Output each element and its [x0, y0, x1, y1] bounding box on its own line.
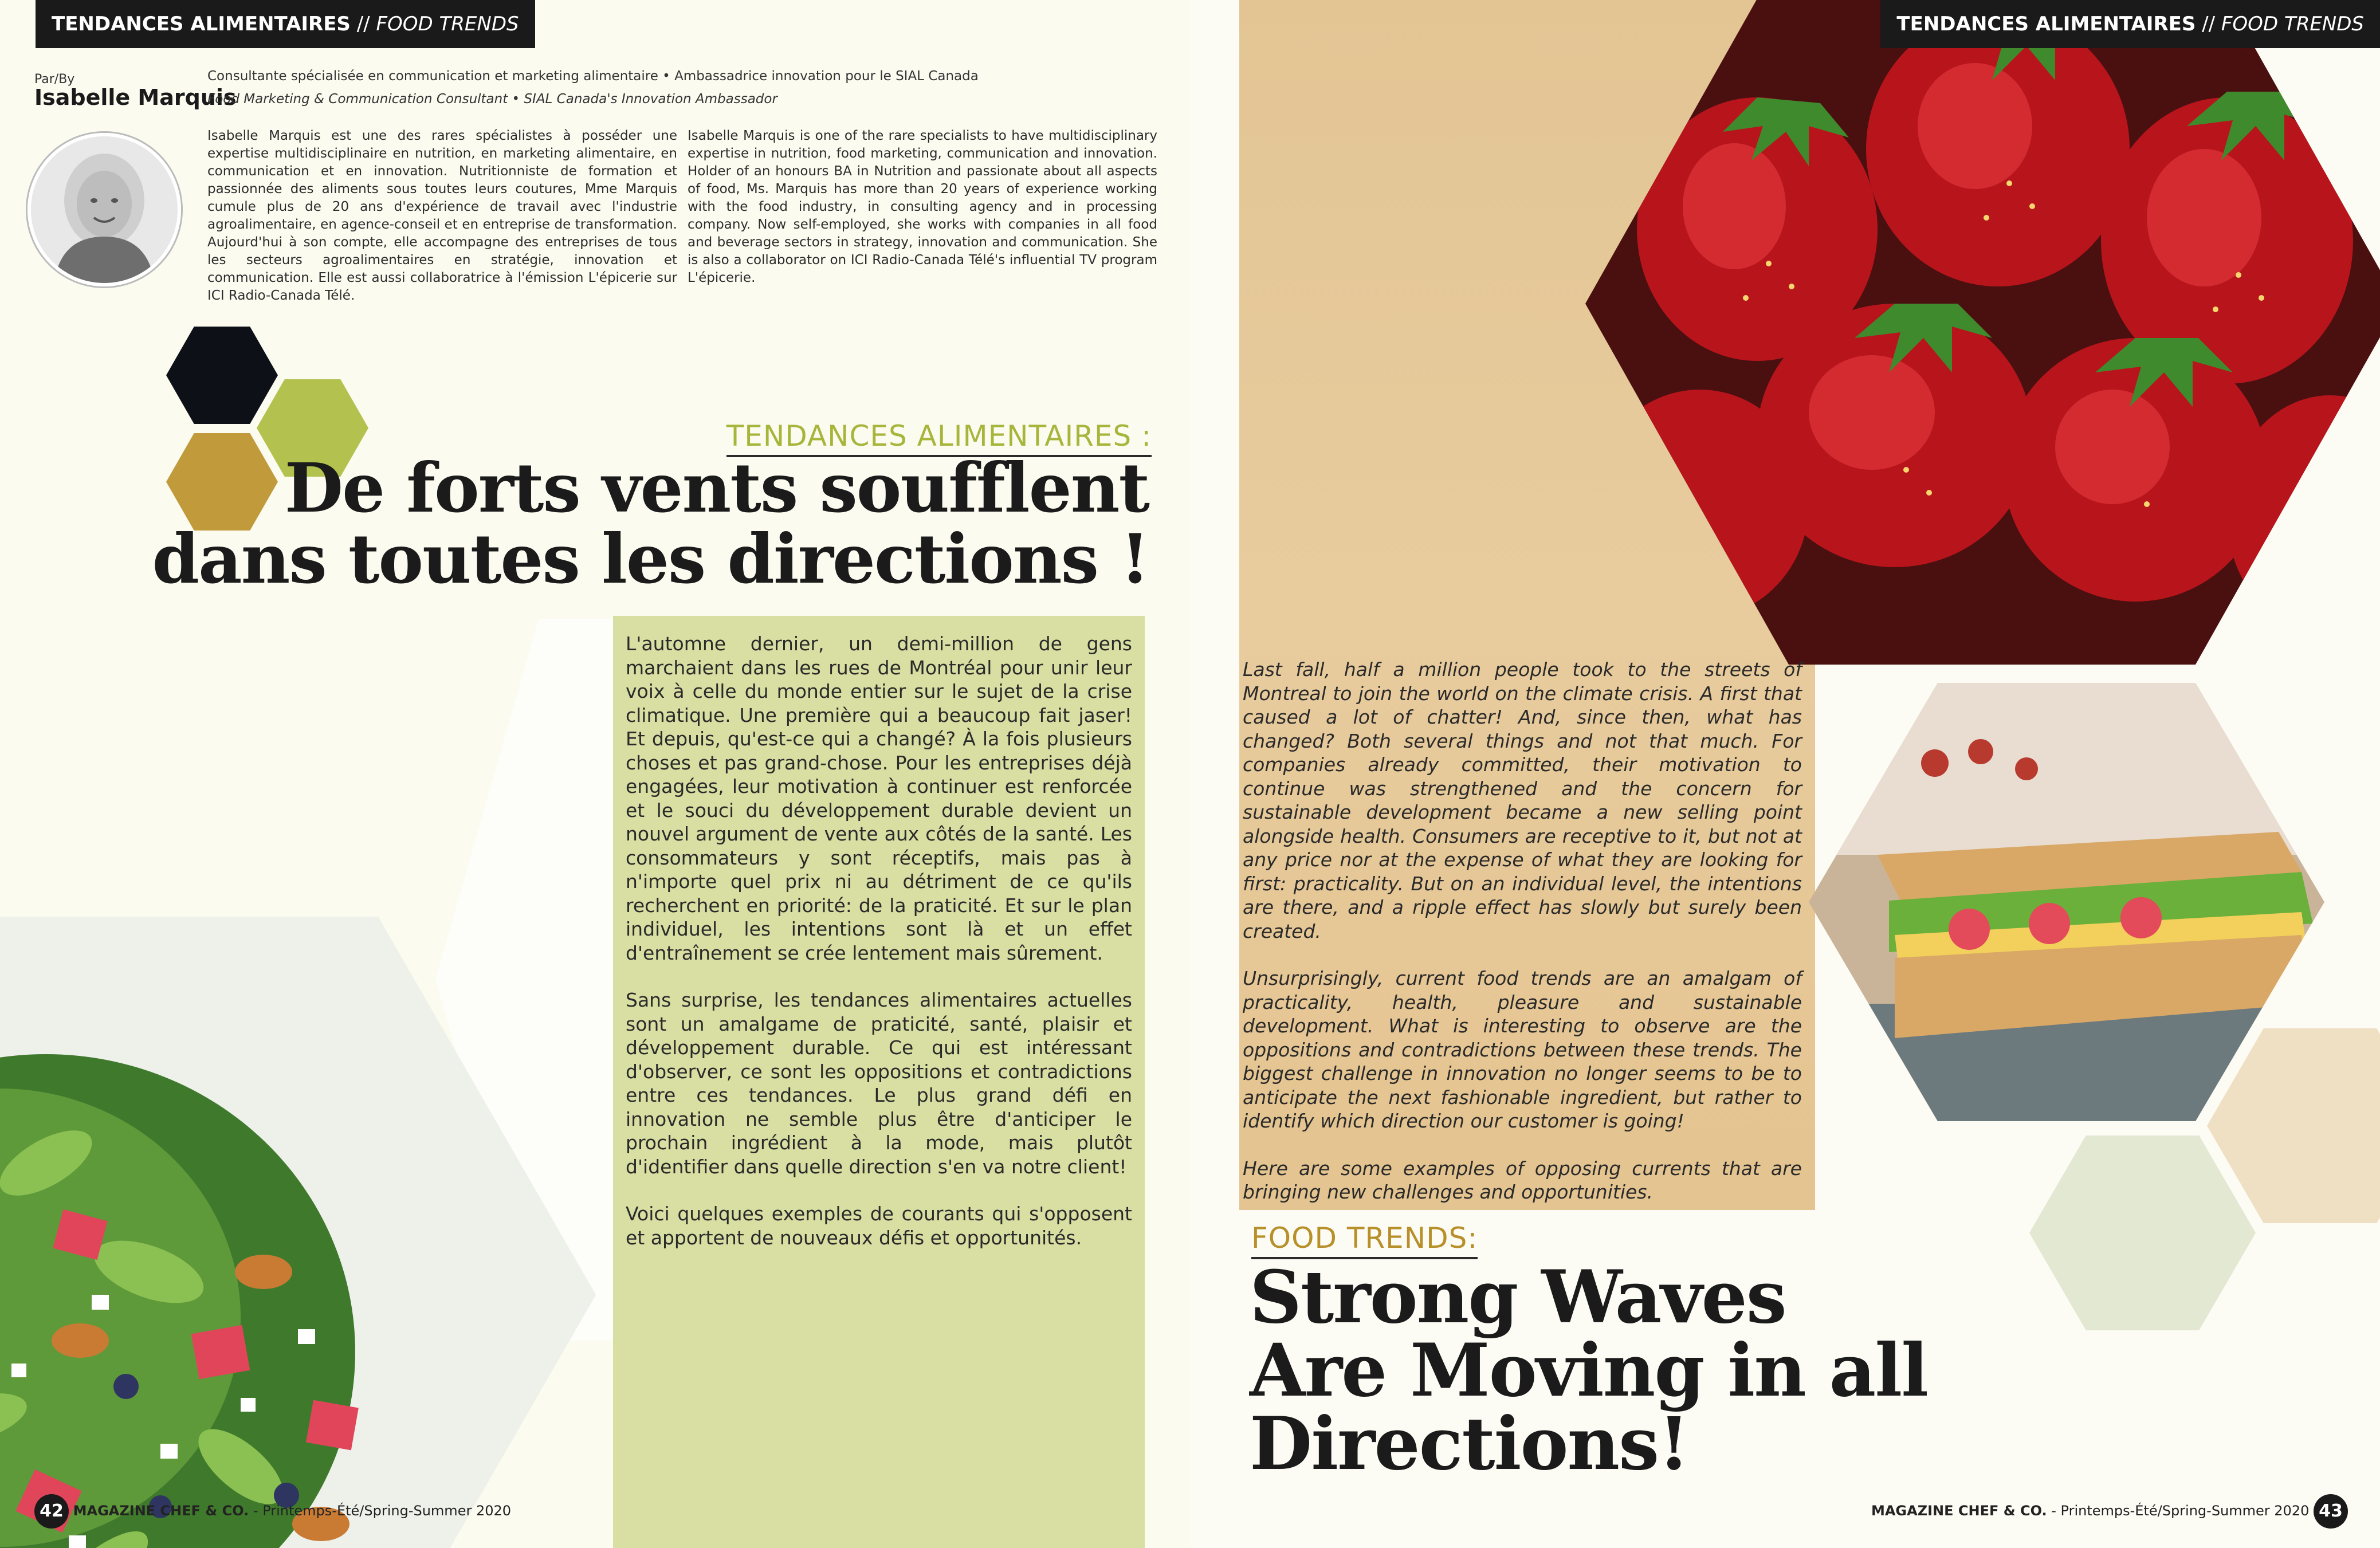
- headline-fr: [152, 448, 1149, 599]
- sandwich-photo: [1809, 683, 2324, 1121]
- section-header: TENDANCES ALIMENTAIRES // FOOD TRENDS: [1880, 0, 2380, 48]
- article-body-fr: [613, 616, 1145, 1548]
- headline-en-line2: Are Moving in all Directions!: [1250, 1328, 1928, 1486]
- issue-label: - Printemps-Été/Spring-Summer 2020: [2047, 1503, 2310, 1519]
- paragraph: Here are some examples of opposing currents that are bringing new challenges and opportunities.: [1243, 1157, 1802, 1203]
- paragraph: Unsurprisingly, current food trends are an amalgam of practicality, health, pleasure and sustainable development. What is interesting to observe are the oppositions and contradictions between these trends. The biggest challenge in innovation no longer seems to be to anticipate the next fashionable ingredient, but rather to identify which direction our customer is going!: [1243, 967, 1802, 1132]
- section-header: TENDANCES ALIMENTAIRES // FOOD TRENDS: [36, 0, 535, 48]
- author-bio-en: Isabelle Marquis is one of the rare specialists to have multidisciplinary expertise in nutrition, food marketing, communication and innovation. Holder of an honours BA in Nutrition and passionate about all aspects of food, Ms. Marquis has more than 20 years of experience working with the food industry, in consulting agency and in processing company. Now self-employed, she works with companies in all food and beverage sectors in strategy, innovation and communication. She is also a collaborator on ICI Radio-Canada Télé's influential TV program L'épicerie.: [688, 128, 1157, 285]
- headline-en: [1250, 1255, 2380, 1486]
- author-bio-fr: Isabelle Marquis est une des rares spécialistes à posséder une expertise multidisciplinaire en nutrition, en marketing alimentaire, en communication et en innovation. Nutritionniste de formation et passionnée des aliments sous toutes leurs coutures, Mme Marquis cumule plus de 20 ans d'expérience de travail avec l'industrie agroalimentaire, en agence-conseil et en entreprise de transformation. Aujourd'hui à son compte, elle accompagne des entreprises de tous les secteurs agroalimentaires en stratégie, innovation et communication. Elle est aussi collaboratrice à l'émission L'épicerie sur ICI Radio-Canada Télé.: [207, 128, 677, 303]
- page-number: 42: [34, 1494, 69, 1529]
- magazine-name: MAGAZINE CHEF & CO.: [73, 1503, 249, 1519]
- article-body-en: [1230, 642, 1815, 1244]
- headline-en-line1: Strong Waves: [1250, 1255, 1786, 1339]
- magazine-name: MAGAZINE CHEF & CO.: [1871, 1503, 2047, 1519]
- right-page: [1190, 0, 2380, 1548]
- hexagon-black: [166, 327, 278, 424]
- paragraph: Last fall, half a million people took to the streets of Montreal to join the world on the climate crisis. A first that caused a lot of chatter! And, since then, what has changed? Both several things and not that much. For companies already committed, their motivation to continue was strengthened and the concern for sustainable development became a new selling point alongside health. Consumers are receptive to it, but not at any price nor at the expense of what they are looking for first: practicality. But on an individual level, the intentions are there, and a ripple effect has slowly but surely been created.: [1243, 658, 1802, 942]
- sandwich-illustration: [1809, 683, 2324, 1121]
- kicker-en: FOOD TRENDS:: [1251, 1221, 1478, 1259]
- issue-label: - Printemps-Été/Spring-Summer 2020: [249, 1503, 512, 1519]
- paragraph: L'automne dernier, un demi-million de gens marchaient dans les rues de Montréal pour unir leur voix à celle du monde entier sur le sujet de la crise climatique. Une première qui a beaucoup fait jaser! Et depuis, qu'est-ce qui a changé? À la fois plusieurs choses et pas grand-chose. Pour les entreprises déjà engagées, leur motivation à continuer est renforcée et le souci du développement durable devient un nouvel argument de vente aux côtés de la santé. Les consommateurs y sont réceptifs, mais pas à n'importe quel prix ni au détriment de ce qu'ils recherchent en priorité: de la praticité. Et sur le plan individuel, les intentions sont là et un effet d'entraînement se crée lentement mais sûrement.: [626, 632, 1132, 964]
- author-role-fr: Consultante spécialisée en communication et marketing alimentaire • Ambassadrice innovation pour le SIAL Canada: [207, 69, 979, 84]
- byline-prefix: Par/By: [34, 72, 75, 87]
- paragraph: Voici quelques exemples de courants qui s'opposent et apportent de nouveaux défis et opportunités.: [626, 1203, 1132, 1249]
- author-role-en: Food Marketing & Communication Consultant • SIAL Canada's Innovation Ambassador: [207, 92, 777, 107]
- author-name: Isabelle Marquis: [34, 85, 237, 110]
- headline-fr-line2: dans toutes les directions !: [152, 519, 1149, 599]
- page-footer: [34, 1494, 511, 1529]
- headline-fr-line1: De forts vents soufflent: [284, 448, 1149, 528]
- paragraph: Sans surprise, les tendances alimentaires actuelles sont un amalgame de praticité, santé, plaisir et développement durable. Ce qui est intéressant d'observer, ce sont les oppositions et contradictions entre ces tendances. Le plus grand défi en innovation ne semble plus être d'anticiper le prochain ingrédient à la mode, mais plutôt d'identifier dans quelle direction s'en va notre client!: [626, 989, 1132, 1178]
- portrait-illustration: [31, 136, 178, 283]
- page-footer: [1871, 1494, 2348, 1529]
- page-number: 43: [2314, 1494, 2348, 1529]
- author-portrait: [28, 133, 181, 286]
- kicker-fr: TENDANCES ALIMENTAIRES :: [726, 419, 1152, 457]
